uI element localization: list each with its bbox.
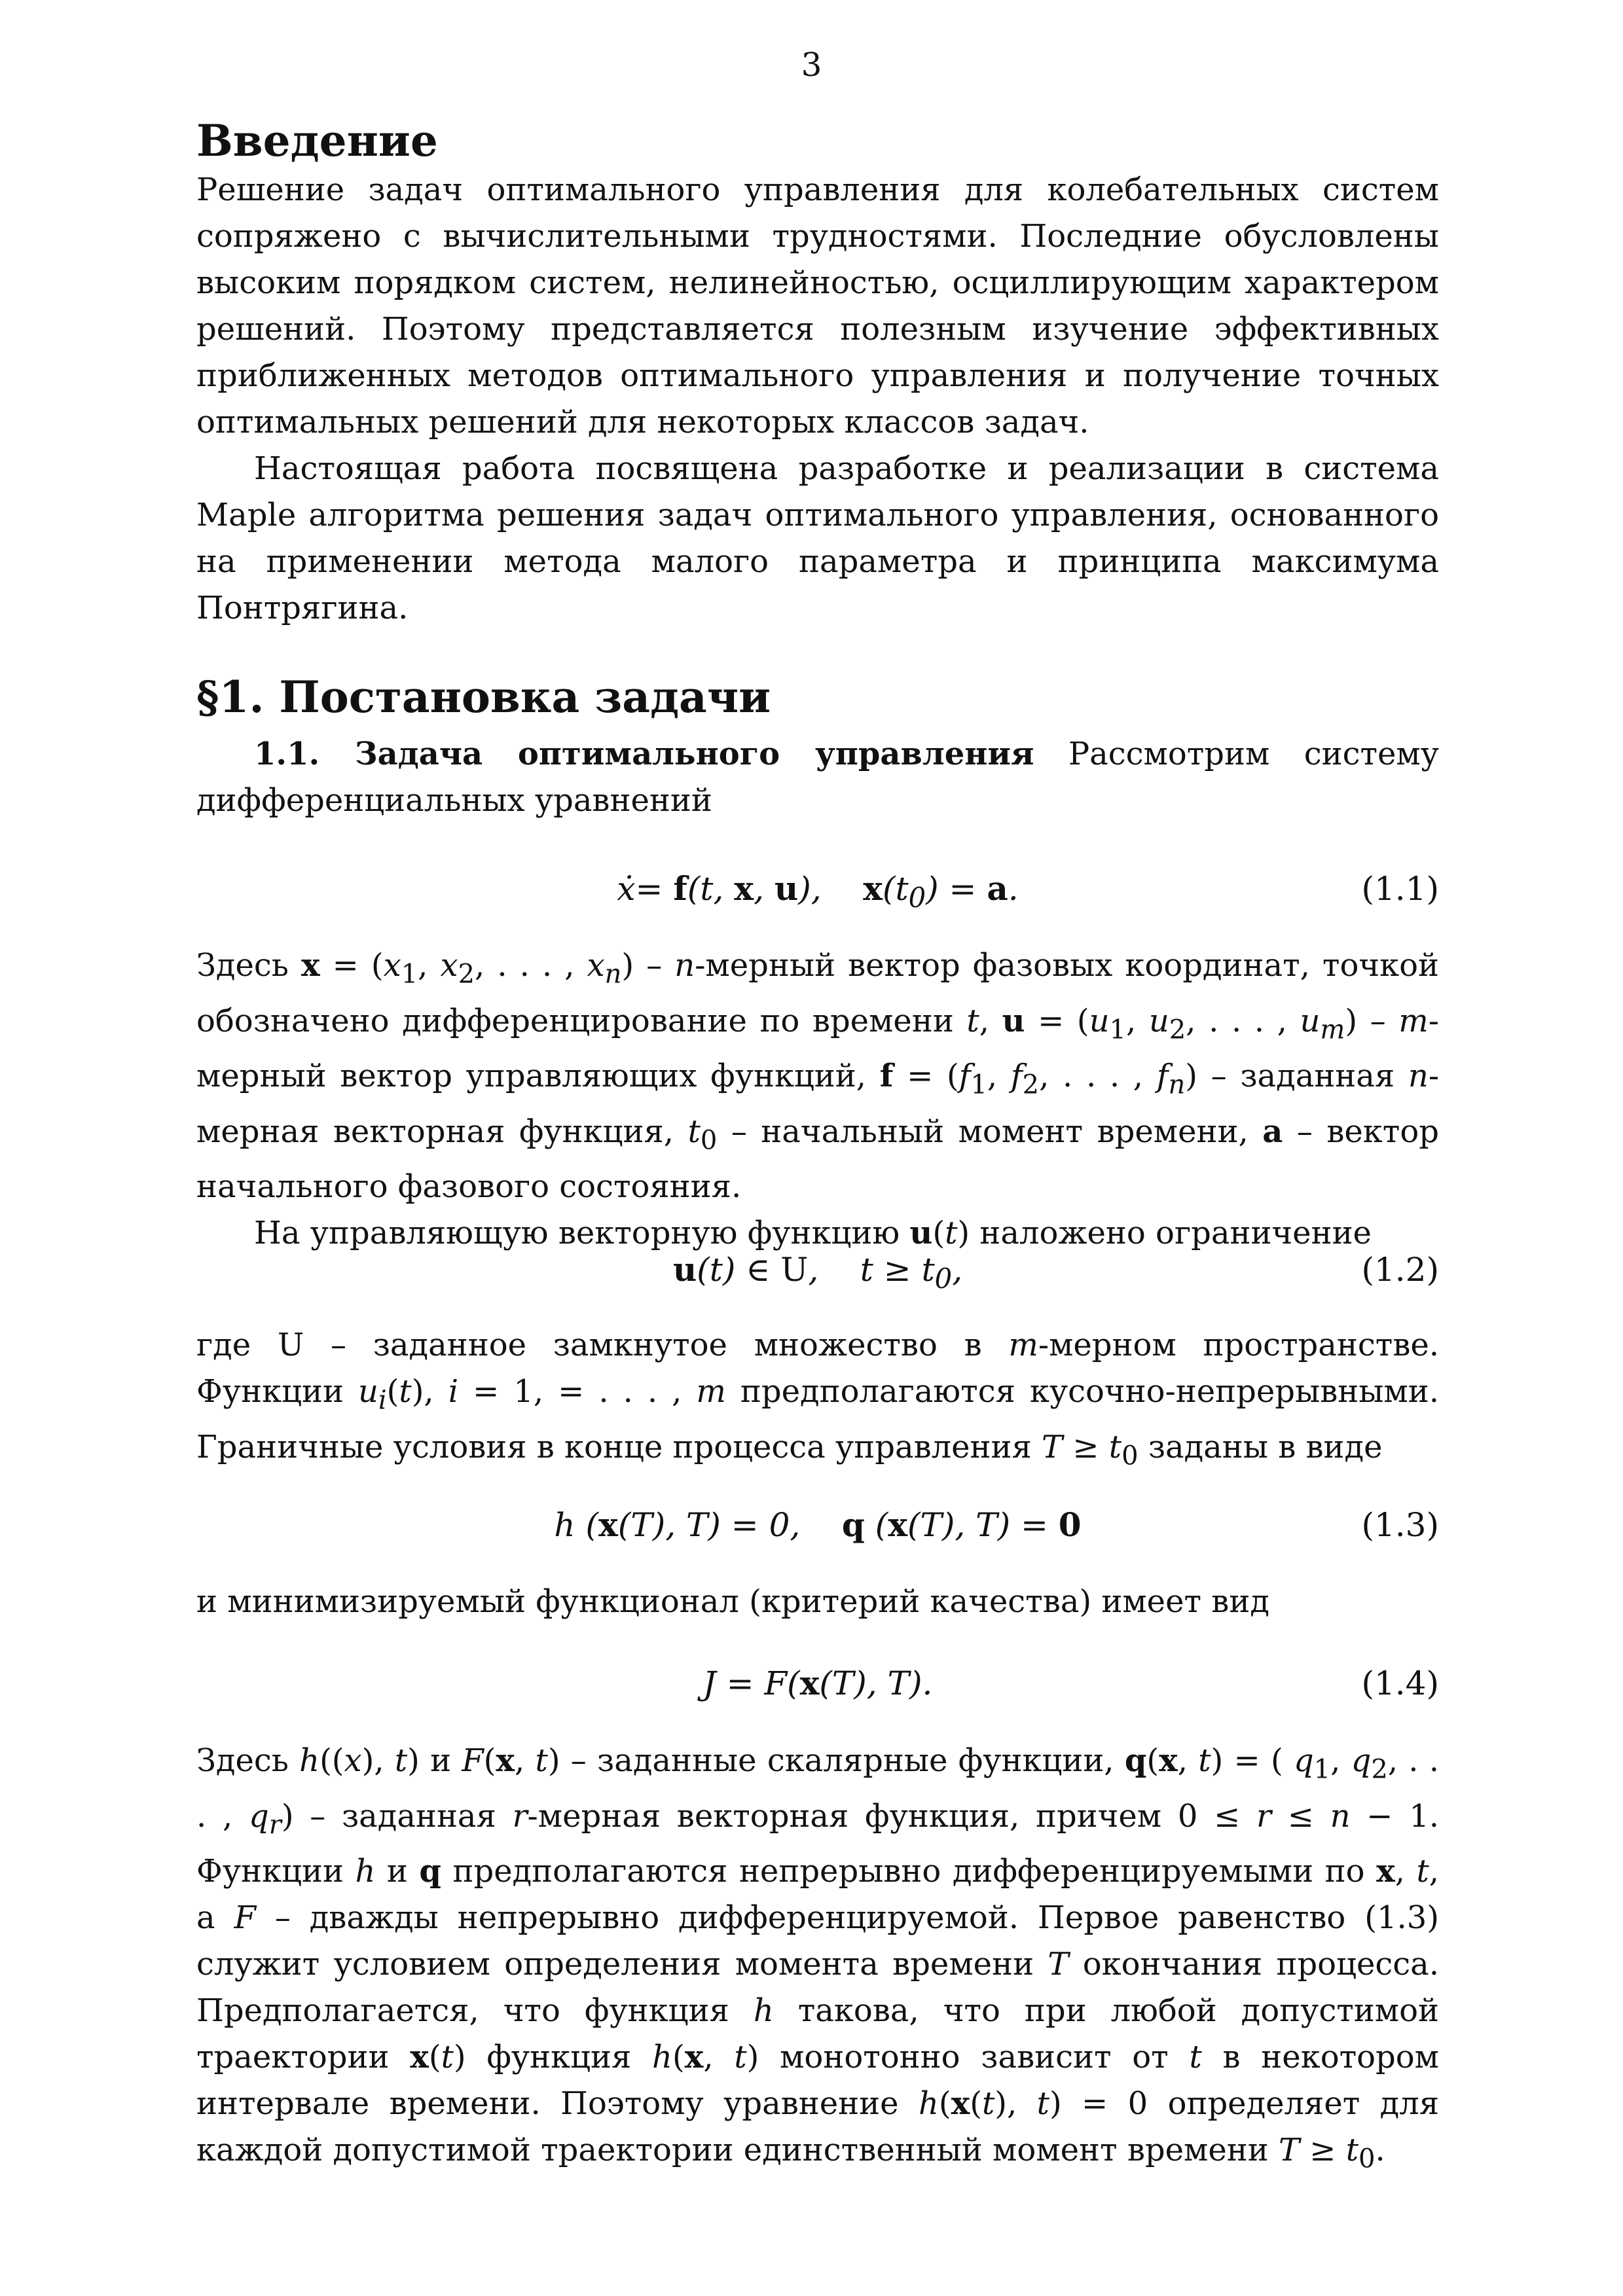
paragraph-6 <box>196 1579 1439 1625</box>
equation-1-3-formula: h (x(T), T) = 0, q (x(T), T) = 0 <box>554 1505 1082 1544</box>
equation-1-1 <box>196 863 1439 915</box>
equation-1-1-formula: ẋ= f(t, x, u), $x(t_0) = a$. <box>617 869 1019 914</box>
equation-1-4 <box>196 1657 1439 1710</box>
intro-paragraph-1: Решение задач оптимального управления для колебательных систем сопряжено с вычислительными трудностями. Последние обусловлены высоким порядком систем, нелинейностью, осциллирующим характером решений. Поэтому представляется полезным изучение эффективных приближенных методов оптимального управления и получение точных оптимальных решений для некоторых классов задач. <box>196 171 1439 440</box>
paragraph-4-text: На управляющую векторную функцию u(t) наложено ограничение <box>254 1215 1372 1252</box>
section1-heading: §1. Постановка задачи <box>196 672 771 723</box>
paragraph-5 <box>196 1322 1439 1479</box>
subsection-1-1 <box>196 731 1439 824</box>
page-number: 3 <box>801 46 822 84</box>
intro-paragraph-2: Настоящая работа посвящена разработке и реализации в система Maple алгоритма решения задач оптимального управления, основанного на применении метода малого параметра и принципа максимума Понтрягина. <box>196 450 1439 626</box>
section1 <box>196 671 1439 824</box>
paragraph-5-text: где U – заданное замкнутое множество в m-мерном пространстве. Функции $u_i(t)$, i = 1, = . . . , m предполагаются кусочно-непрерывными. Граничные условия в конце процесса управления $T \ge t_0$ заданы в виде <box>196 1327 1440 1471</box>
equation-1-4-number: (1.4) <box>1361 1664 1439 1702</box>
paragraph-3 <box>196 942 1439 1257</box>
subsection-heading: 1.1. Задача оптимального управления <box>254 736 1034 772</box>
equation-1-2-number: (1.2) <box>1361 1251 1439 1289</box>
equation-1-2-formula: u(t) ∈ U, $t \ge t_0$, <box>672 1250 963 1295</box>
paragraph-3-text: Здесь $x = (x_1$, $x_2$, . . . , $x_n$) – n-мерный вектор фазовых координат, точкой обозначено дифференцирование по времени t, $u = (u_1$, $u_2$, . . . , $u_m$) – m-мерный вектор управляющих функций, $f = (f_1$, $f_2$, . . . , $f_n$) – заданная n-мерная векторная функция, $t_0$ – начальный момент времени, a – вектор начального фазового состояния. <box>196 947 1440 1206</box>
equation-1-2 <box>196 1244 1439 1296</box>
equation-1-1-number: (1.1) <box>1361 870 1439 908</box>
subsection-text: Рассмотрим систему дифференциальных уравнений <box>196 736 1440 819</box>
equation-1-4-formula: J = F(x(T), T). <box>702 1664 933 1702</box>
intro-section <box>196 115 1439 632</box>
paragraph-6-text: и минимизируемый функционал (критерий качества) имеет вид <box>196 1583 1269 1620</box>
paragraph-7 <box>196 1738 1439 2183</box>
equation-1-3 <box>196 1499 1439 1551</box>
equation-1-3-number: (1.3) <box>1361 1506 1439 1544</box>
intro-heading: Введение <box>196 115 438 166</box>
paragraph-7-text: Здесь h((x), t) и F(x, t) – заданные скалярные функции, q(x, t) = ( $q_1$, $q_2$, . . . , $q_r$) – заданная r-мерная векторная функция, причем 0 ≤ r ≤ n − 1. Функции h и q предполагаются непрерывно дифференцируемыми по x, t, а F – дважды непрерывно дифференцируемой. Первое равенство (1.3) служит условием определения момента времени T окончания процесса. Предполагается, что функция h такова, что при любой допустимой траектории x(t) функция h(x, t) монотонно зависит от t в некотором интервале времени. Поэтому уравнение h(x(t), t) = 0 определяет для каждой допустимой траектории единственный момент времени $T \ge t_0$. <box>196 1742 1440 2174</box>
